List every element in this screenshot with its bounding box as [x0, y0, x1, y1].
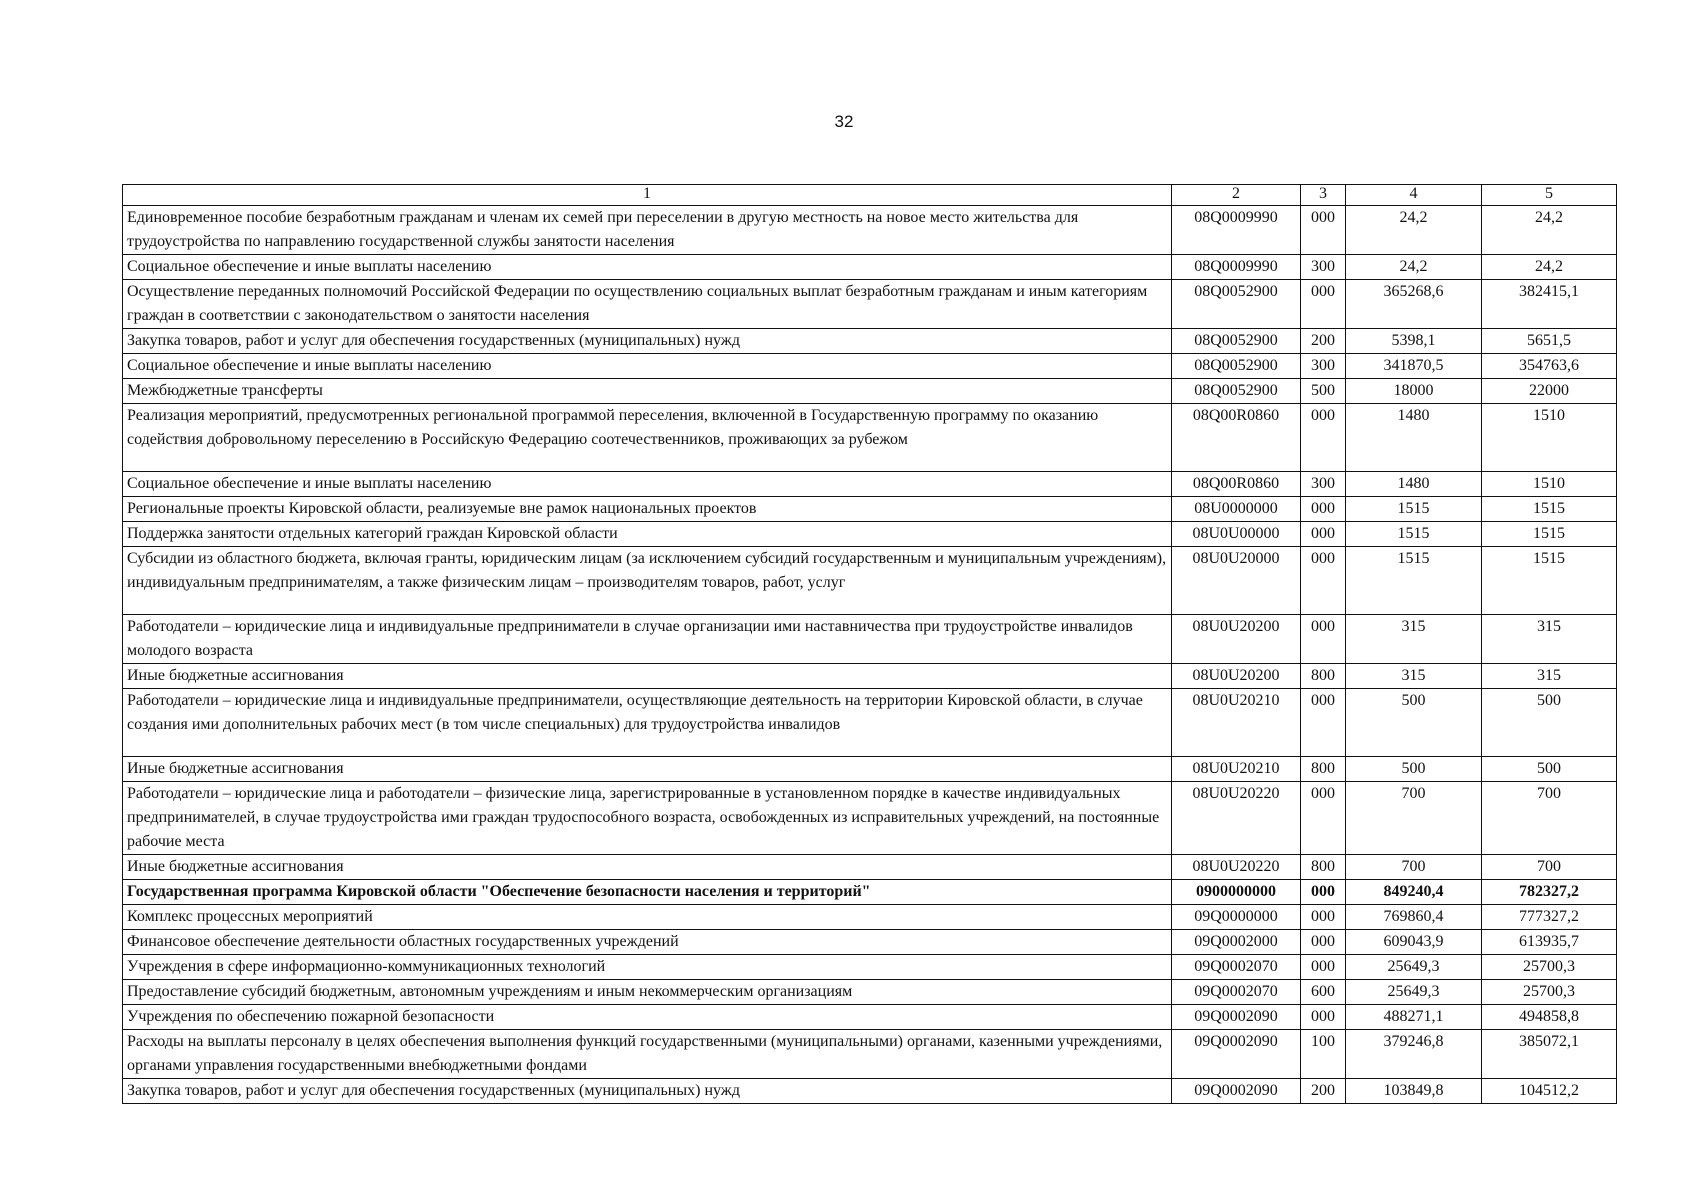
row-name: Государственная программа Кировской области "Обеспечение безопасности населения и территорий": [123, 880, 1172, 905]
row-amount-col5: 354763,6: [1482, 354, 1617, 379]
row-amount-col5: 25700,3: [1482, 980, 1617, 1005]
table-row: [123, 1005, 1617, 1030]
row-amount-col4: 24,2: [1346, 206, 1482, 255]
header-col-3: 3: [1301, 185, 1346, 206]
row-amount-col4: 1515: [1346, 522, 1482, 547]
row-amount-col4: 1515: [1346, 497, 1482, 522]
header-col-1: 1: [123, 185, 1172, 206]
row-name: Социальное обеспечение и иные выплаты населению: [123, 354, 1172, 379]
row-amount-col5: 782327,2: [1482, 880, 1617, 905]
page-number: 32: [834, 112, 854, 131]
row-target-code: 08U0U20210: [1172, 689, 1301, 757]
row-expense-type: 000: [1301, 404, 1346, 472]
table-row: [123, 1030, 1617, 1079]
row-expense-type: 200: [1301, 329, 1346, 354]
row-amount-col5: 22000: [1482, 379, 1617, 404]
row-target-code: 08Q0052900: [1172, 329, 1301, 354]
table-row: [123, 354, 1617, 379]
row-target-code: 08Q0009990: [1172, 206, 1301, 255]
row-amount-col4: 500: [1346, 757, 1482, 782]
table-row: [123, 280, 1617, 329]
row-name: Учреждения в сфере информационно-коммуникационных технологий: [123, 955, 1172, 980]
table-row: [123, 615, 1617, 664]
row-amount-col4: 315: [1346, 615, 1482, 664]
row-amount-col5: 1515: [1482, 497, 1617, 522]
row-expense-type: 000: [1301, 905, 1346, 930]
row-expense-type: 800: [1301, 757, 1346, 782]
table-row: [123, 930, 1617, 955]
table-row: [123, 472, 1617, 497]
row-target-code: 09Q0000000: [1172, 905, 1301, 930]
header-col-2: 2: [1172, 185, 1301, 206]
row-amount-col4: 18000: [1346, 379, 1482, 404]
row-name: Социальное обеспечение и иные выплаты населению: [123, 472, 1172, 497]
row-target-code: 09Q0002090: [1172, 1005, 1301, 1030]
row-target-code: 09Q0002090: [1172, 1079, 1301, 1104]
row-target-code: 08U0U00000: [1172, 522, 1301, 547]
row-expense-type: 200: [1301, 1079, 1346, 1104]
row-target-code: 08U0U20220: [1172, 782, 1301, 855]
row-amount-col5: 24,2: [1482, 206, 1617, 255]
row-expense-type: 000: [1301, 955, 1346, 980]
row-amount-col4: 488271,1: [1346, 1005, 1482, 1030]
row-amount-col4: 315: [1346, 664, 1482, 689]
row-amount-col5: 385072,1: [1482, 1030, 1617, 1079]
row-target-code: 08U0000000: [1172, 497, 1301, 522]
row-target-code: 08Q00R0860: [1172, 404, 1301, 472]
row-expense-type: 000: [1301, 547, 1346, 615]
table-row: [123, 855, 1617, 880]
row-target-code: 08U0U20000: [1172, 547, 1301, 615]
row-expense-type: 500: [1301, 379, 1346, 404]
row-target-code: 08U0U20220: [1172, 855, 1301, 880]
row-amount-col5: 382415,1: [1482, 280, 1617, 329]
table-row: [123, 329, 1617, 354]
table-row: [123, 880, 1617, 905]
row-target-code: 08U0U20210: [1172, 757, 1301, 782]
table-row: [123, 664, 1617, 689]
row-expense-type: 300: [1301, 354, 1346, 379]
row-expense-type: 300: [1301, 472, 1346, 497]
row-amount-col4: 25649,3: [1346, 955, 1482, 980]
row-target-code: 09Q0002070: [1172, 980, 1301, 1005]
row-amount-col4: 379246,8: [1346, 1030, 1482, 1079]
row-amount-col4: 700: [1346, 782, 1482, 855]
row-expense-type: 300: [1301, 255, 1346, 280]
row-name: Работодатели – юридические лица и индивидуальные предприниматели, осуществляющие деятельность на территории Кировской области, в случае создания ими дополнительных рабочих мест (в том числе специальных) для трудоустройства инвалидов: [123, 689, 1172, 757]
row-target-code: 08Q0052900: [1172, 354, 1301, 379]
row-name: Учреждения по обеспечению пожарной безопасности: [123, 1005, 1172, 1030]
row-amount-col5: 104512,2: [1482, 1079, 1617, 1104]
row-target-code: 08Q0009990: [1172, 255, 1301, 280]
row-amount-col5: 24,2: [1482, 255, 1617, 280]
table-row: [123, 689, 1617, 757]
row-amount-col5: 777327,2: [1482, 905, 1617, 930]
table-row: [123, 905, 1617, 930]
header-col-5: 5: [1482, 185, 1617, 206]
table-header-row: [123, 185, 1617, 206]
row-expense-type: 600: [1301, 980, 1346, 1005]
row-amount-col5: 613935,7: [1482, 930, 1617, 955]
table-row: [123, 980, 1617, 1005]
row-amount-col4: 24,2: [1346, 255, 1482, 280]
row-amount-col5: 315: [1482, 615, 1617, 664]
row-name: Поддержка занятости отдельных категорий граждан Кировской области: [123, 522, 1172, 547]
row-expense-type: 000: [1301, 280, 1346, 329]
row-amount-col4: 700: [1346, 855, 1482, 880]
row-expense-type: 100: [1301, 1030, 1346, 1079]
row-amount-col5: 1515: [1482, 547, 1617, 615]
row-name: Иные бюджетные ассигнования: [123, 855, 1172, 880]
row-amount-col5: 1510: [1482, 472, 1617, 497]
row-amount-col5: 700: [1482, 782, 1617, 855]
row-amount-col5: 500: [1482, 757, 1617, 782]
budget-table: [122, 184, 1617, 1104]
row-amount-col5: 1515: [1482, 522, 1617, 547]
row-amount-col4: 849240,4: [1346, 880, 1482, 905]
row-target-code: 0900000000: [1172, 880, 1301, 905]
row-name: Межбюджетные трансферты: [123, 379, 1172, 404]
row-name: Работодатели – юридические лица и работодатели – физические лица, зарегистрированные в установленном порядке в качестве индивидуальных предпринимателей, в случае трудоустройства ими граждан трудоспособного возраста, освобожденных из исправительных учреждений, на постоянные рабочие места: [123, 782, 1172, 855]
row-expense-type: 000: [1301, 615, 1346, 664]
table-row: [123, 782, 1617, 855]
row-amount-col4: 1480: [1346, 472, 1482, 497]
row-name: Предоставление субсидий бюджетным, автономным учреждениям и иным некоммерческим организациям: [123, 980, 1172, 1005]
row-amount-col4: 769860,4: [1346, 905, 1482, 930]
row-amount-col5: 315: [1482, 664, 1617, 689]
row-amount-col5: 5651,5: [1482, 329, 1617, 354]
row-name: Иные бюджетные ассигнования: [123, 757, 1172, 782]
row-amount-col5: 1510: [1482, 404, 1617, 472]
table-row: [123, 379, 1617, 404]
row-amount-col4: 25649,3: [1346, 980, 1482, 1005]
row-name: Комплекс процессных мероприятий: [123, 905, 1172, 930]
row-target-code: 08U0U20200: [1172, 664, 1301, 689]
row-name: Закупка товаров, работ и услуг для обеспечения государственных (муниципальных) нужд: [123, 1079, 1172, 1104]
row-name: Расходы на выплаты персоналу в целях обеспечения выполнения функций государственными (муниципальными) органами, казенными учреждениями, органами управления государственными внебюджетными фондами: [123, 1030, 1172, 1079]
row-target-code: 09Q0002070: [1172, 955, 1301, 980]
table-row: [123, 1079, 1617, 1104]
row-amount-col4: 5398,1: [1346, 329, 1482, 354]
row-expense-type: 000: [1301, 206, 1346, 255]
table-row: [123, 547, 1617, 615]
row-amount-col4: 365268,6: [1346, 280, 1482, 329]
row-amount-col5: 25700,3: [1482, 955, 1617, 980]
row-amount-col4: 500: [1346, 689, 1482, 757]
row-name: Субсидии из областного бюджета, включая гранты, юридическим лицам (за исключением субсидий государственным и муниципальным учреждениям), индивидуальным предпринимателям, а также физическим лицам – производителям товаров, работ, услуг: [123, 547, 1172, 615]
table-row: [123, 955, 1617, 980]
row-name: Региональные проекты Кировской области, реализуемые вне рамок национальных проектов: [123, 497, 1172, 522]
row-name: Работодатели – юридические лица и индивидуальные предприниматели в случае организации ими наставничества при трудоустройстве инвалидов молодого возраста: [123, 615, 1172, 664]
row-amount-col4: 1515: [1346, 547, 1482, 615]
row-name: Иные бюджетные ассигнования: [123, 664, 1172, 689]
row-name: Осуществление переданных полномочий Российской Федерации по осуществлению социальных выплат безработным гражданам и иным категориям граждан в соответствии с законодательством о занятости населения: [123, 280, 1172, 329]
row-expense-type: 800: [1301, 664, 1346, 689]
row-expense-type: 000: [1301, 689, 1346, 757]
row-target-code: 08Q0052900: [1172, 379, 1301, 404]
table-row: [123, 757, 1617, 782]
row-target-code: 08Q00R0860: [1172, 472, 1301, 497]
row-name: Социальное обеспечение и иные выплаты населению: [123, 255, 1172, 280]
table-row: [123, 497, 1617, 522]
header-col-4: 4: [1346, 185, 1482, 206]
table-row: [123, 206, 1617, 255]
row-name: Реализация мероприятий, предусмотренных региональной программой переселения, включенной в Государственную программу по оказанию содействия добровольному переселению в Российскую Федерацию соотечественников, проживающих за рубежом: [123, 404, 1172, 472]
row-expense-type: 000: [1301, 880, 1346, 905]
row-target-code: 08Q0052900: [1172, 280, 1301, 329]
table-row: [123, 404, 1617, 472]
row-name: Единовременное пособие безработным гражданам и членам их семей при переселении в другую местность на новое место жительства для трудоустройства по направлению государственной службы занятости населения: [123, 206, 1172, 255]
row-expense-type: 000: [1301, 782, 1346, 855]
table-row: [123, 255, 1617, 280]
table-row: [123, 522, 1617, 547]
row-expense-type: 000: [1301, 930, 1346, 955]
row-expense-type: 800: [1301, 855, 1346, 880]
row-amount-col4: 1480: [1346, 404, 1482, 472]
row-expense-type: 000: [1301, 1005, 1346, 1030]
table-body: [123, 206, 1617, 1104]
row-name: Закупка товаров, работ и услуг для обеспечения государственных (муниципальных) нужд: [123, 329, 1172, 354]
row-amount-col5: 494858,8: [1482, 1005, 1617, 1030]
row-expense-type: 000: [1301, 497, 1346, 522]
row-name: Финансовое обеспечение деятельности областных государственных учреждений: [123, 930, 1172, 955]
row-amount-col5: 500: [1482, 689, 1617, 757]
row-amount-col4: 341870,5: [1346, 354, 1482, 379]
row-expense-type: 000: [1301, 522, 1346, 547]
row-target-code: 08U0U20200: [1172, 615, 1301, 664]
row-target-code: 09Q0002090: [1172, 1030, 1301, 1079]
row-amount-col5: 700: [1482, 855, 1617, 880]
row-amount-col4: 609043,9: [1346, 930, 1482, 955]
row-target-code: 09Q0002000: [1172, 930, 1301, 955]
row-amount-col4: 103849,8: [1346, 1079, 1482, 1104]
